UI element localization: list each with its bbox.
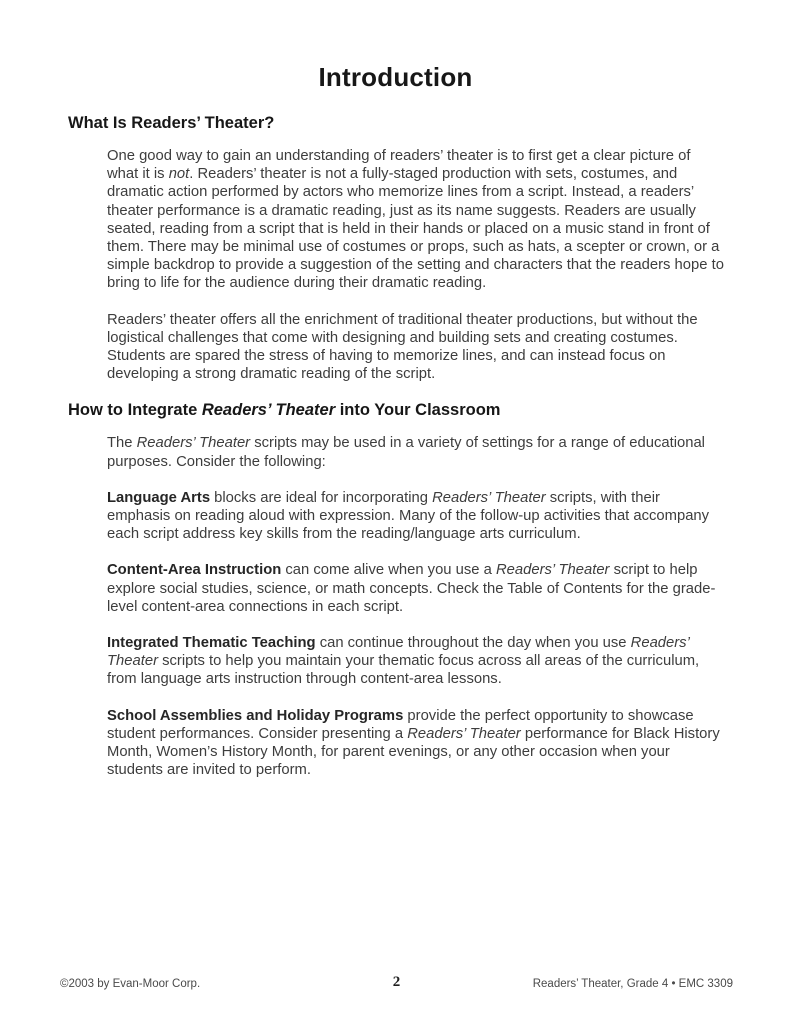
paragraph-what-is-1: One good way to gain an understanding of readers’ theater is to first get a clear picture of what it is not. Readers’ theater is not a fully-staged production with sets, costumes, and dramatic action performed by actors who memorize lines from a script. Instead, a readers’ theater performance is a dramatic reading, just as its name suggests. Readers are usually seated, reading from a script that is held in their hands or placed on a music stand in front of them. There may be minimal use of costumes or props, such as hats, a scepter or crown, or a simple backdrop to provide a suggestion of the setting and characters that the readers hope to bring to life for the audience during their dramatic reading. [107, 148, 724, 292]
footer-book-info: Readers’ Theater, Grade 4 • EMC 3309 [532, 978, 733, 990]
page-title: Introduction [318, 62, 473, 92]
paragraph-content-area-instruction: Content-Area Instruction can come alive when you use a Readers’ Theater script to help explore social studies, science, or math concepts. Check the Table of Contents for the grade-level content-area connections in each script. [107, 562, 716, 615]
section-how-to-integrate [68, 401, 723, 779]
footer-copyright: ©2003 by Evan-Moor Corp. [60, 978, 201, 990]
paragraph-what-is-2: Readers’ theater offers all the enrichment of traditional theater productions, but without the logistical challenges that come with designing and building sets and creating costumes. Students are spared the stress of having to memorize lines, and can instead focus on developing a strong dramatic reading of the script. [107, 311, 698, 383]
page-footer [60, 974, 733, 990]
page-number: 2 [392, 974, 401, 990]
paragraph-integrated-thematic-teaching: Integrated Thematic Teaching can continue throughout the day when you use Readers’ Theater scripts to help you maintain your thematic focus across all areas of the curriculum, from language arts instruction through content-area lessons. [107, 635, 700, 688]
paragraph-school-assemblies: School Assemblies and Holiday Programs provide the perfect opportunity to showcase student performances. Consider presenting a Readers’ Theater performance for Black History Month, Women’s History Month, for parent evenings, or any other occasion when your students are invited to perform. [107, 707, 720, 779]
paragraph-language-arts: Language Arts blocks are ideal for incorporating Readers’ Theater scripts, with their emphasis on reading aloud with expression. Many of the follow-up activities that accompany each script address key skills from the reading/language arts curriculum. [107, 489, 710, 543]
section-heading-integrate: How to Integrate Readers’ Theater into Your Classroom [68, 401, 501, 420]
section-what-is-readers-theater [68, 114, 723, 383]
section-heading-what-is: What Is Readers’ Theater? [68, 114, 275, 132]
paragraph-integrate-intro: The Readers’ Theater scripts may be used in a variety of settings for a range of educational purposes. Consider the following: [107, 435, 705, 470]
